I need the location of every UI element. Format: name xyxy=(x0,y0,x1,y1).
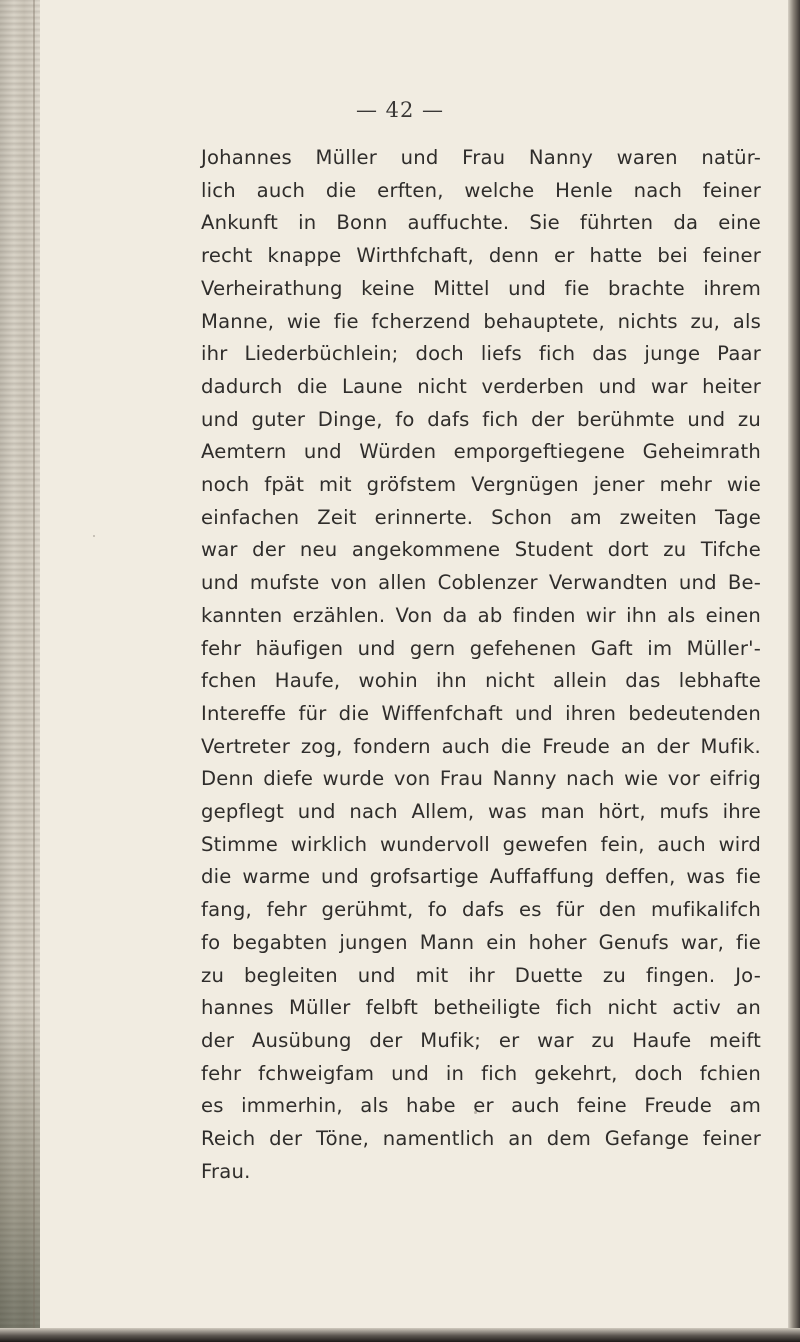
text-line: Manne, wie fie fcherzend behauptete, nichts zu, als xyxy=(201,309,761,333)
text-line: fo begabten jungen Mann ein hoher Genufs war, fie xyxy=(201,930,761,954)
text-line: Reich der Töne, namentlich an dem Gefange feiner xyxy=(201,1127,761,1151)
text-line: Ankunft in Bonn auffuchte. Sie führten da eine xyxy=(201,211,761,235)
text-line: fehr häufigen und gern gefehenen Gaft im Müller'- xyxy=(201,636,761,660)
text-line: und mufste von allen Coblenzer Verwandten und Be- xyxy=(201,571,761,595)
text-line: und guter Dinge, fo dafs fich der berühmte und zu xyxy=(201,407,761,431)
text-line: gepflegt und nach Allem, was man hört, mufs ihre xyxy=(201,800,761,824)
text-line: fchen Haufe, wohin ihn nicht allein das lebhafte xyxy=(201,669,761,693)
body-text xyxy=(201,142,761,1189)
text-line: dadurch die Laune nicht verderben und war heiter xyxy=(201,374,761,398)
text-line: kannten erzählen. Von da ab finden wir ihn als einen xyxy=(201,603,761,627)
paper-speck xyxy=(474,1111,477,1114)
text-line: Denn diefe wurde von Frau Nanny nach wie vor eifrig xyxy=(201,767,761,791)
text-line: Verheirathung keine Mittel und fie brachte ihrem xyxy=(201,276,761,300)
text-line: Vertreter zog, fondern auch die Freude an der Mufik. xyxy=(201,734,761,758)
right-page-edge xyxy=(788,0,800,1342)
text-line: die warme und grofsartige Auffaffung deffen, was fie xyxy=(201,865,761,889)
text-line: Aemtern und Würden emporgeftiegene Geheimrath xyxy=(201,440,761,464)
text-line: war der neu angekommene Student dort zu Tifche xyxy=(201,538,761,562)
text-line: Stimme wirklich wundervoll gewefen fein, auch wird xyxy=(201,832,761,856)
text-line: der Ausübung der Mufik; er war zu Haufe meift xyxy=(201,1028,761,1052)
text-line: Intereffe für die Wiffenfchaft und ihren bedeutenden xyxy=(201,701,761,725)
text-line: lich auch die erften, welche Henle nach feiner xyxy=(201,178,761,202)
text-line: zu begleiten und mit ihr Duette zu fingen. Jo- xyxy=(201,963,761,987)
paper-speck xyxy=(93,535,95,537)
text-line: fang, fehr gerühmt, fo dafs es für den mufikalifch xyxy=(201,898,761,922)
spine-line xyxy=(33,0,35,1342)
text-line: fehr fchweigfam und in fich gekehrt, doch fchien xyxy=(201,1061,761,1085)
text-line: Frau. xyxy=(201,1159,251,1183)
bottom-page-edge xyxy=(0,1328,800,1342)
text-line: ihr Liederbüchlein; doch liefs fich das junge Paar xyxy=(201,342,761,366)
text-line: recht knappe Wirthfchaft, denn er hatte bei feiner xyxy=(201,244,761,268)
text-line: einfachen Zeit erinnerte. Schon am zweiten Tage xyxy=(201,505,761,529)
text-line: Johannes Müller und Frau Nanny waren natür- xyxy=(201,146,761,169)
page-number: — 42 — xyxy=(355,98,445,122)
text-line: noch fpät mit gröfstem Vergnügen jener mehr wie xyxy=(201,473,761,497)
text-line: es immerhin, als habe er auch feine Freude am xyxy=(201,1094,761,1118)
text-line: hannes Müller felbft betheiligte fich nicht activ an xyxy=(201,996,761,1020)
